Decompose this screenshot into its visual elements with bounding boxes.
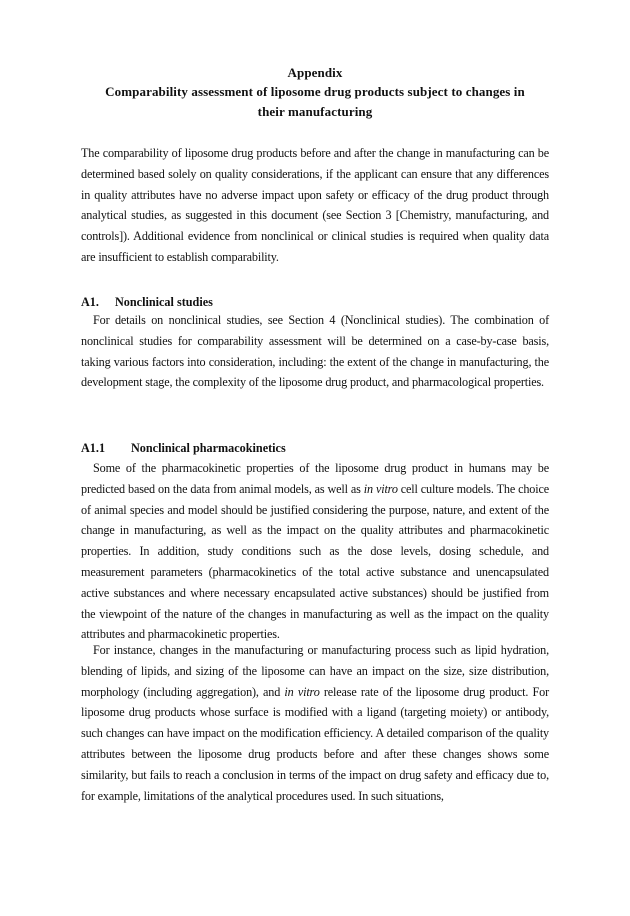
p2-italic-term: in vitro bbox=[284, 684, 320, 699]
section-a11-title: Nonclinical pharmacokinetics bbox=[131, 441, 286, 455]
section-a11-paragraph-1 bbox=[81, 458, 549, 645]
p1-text-before: Some of the pharmacokinetic properties of the liposome drug product in humans may be predicted based on the data from animal models, as well as bbox=[81, 461, 549, 496]
intro-paragraph: The comparability of liposome drug products before and after the change in manufacturing can be determined based solely on quality considerations, if the applicant can ensure that any differences in quality attributes have no adverse impact upon safety or efficacy of the drug product through analytical studies, as suggested in this document (see Section 3 [Chemistry, manufacturing, and controls]). Additional evidence from nonclinical or clinical studies is required when quality data are insufficient to establish comparability. bbox=[81, 146, 549, 264]
appendix-title-line-1: Comparability assessment of liposome drug products subject to changes in bbox=[105, 84, 525, 99]
appendix-title-line-2: their manufacturing bbox=[257, 104, 373, 119]
section-a1-paragraph: For details on nonclinical studies, see Section 4 (Nonclinical studies). The combination of nonclinical studies for comparability assessment will be determined on a case-by-case basis, taking various factors into consideration, including: the extent of the change in manufacturing, the development stage, the complexity of the liposome drug product, and pharmacological properties. bbox=[81, 313, 549, 390]
section-a11-paragraph-2 bbox=[81, 640, 549, 806]
p2-text-before: For instance, changes in the manufacturing or manufacturing process such as lipid hydration, blending of lipids, and sizing of the liposome can have an impact on the size, size distribution, morphology (including aggregation), and bbox=[81, 643, 549, 699]
p1-italic-term: in vitro bbox=[363, 481, 398, 496]
p2-text-after: release rate of the liposome drug product. For liposome drug products whose surface is modified with a ligand (targeting moiety) or antibody, such changes can have impact on the modification efficiency. A detailed comparison of the quality attributes between the liposome drug products before and after these changes shows some similarity, but fails to reach a conclusion in terms of the impact on drug safety and efficacy due to, for example, limitations of the analytical procedures used. In such situations, bbox=[81, 684, 549, 803]
p1-text-after: cell culture models. The choice of animal species and model should be justified considering the purpose, nature, and extent of the change in manufacturing, as well as the impact on the quality attributes and pharmacokinetic properties. In addition, study conditions such as the dose levels, dosing schedule, and measurement parameters (pharmacokinetics of the total active substance and unencapsulated active substances and where necessary encapsulated active substances) should be justified from the viewpoint of the nature of the changes in manufacturing as well as the impact on the quality attributes and pharmacokinetic properties. bbox=[81, 481, 549, 642]
section-a1-number: A1. bbox=[81, 295, 99, 309]
section-a11-heading bbox=[81, 439, 549, 457]
section-a1-heading bbox=[81, 293, 549, 311]
section-a1-title: Nonclinical studies bbox=[115, 295, 213, 309]
appendix-label: Appendix bbox=[287, 65, 343, 80]
section-a11-number: A1.1 bbox=[81, 441, 106, 455]
